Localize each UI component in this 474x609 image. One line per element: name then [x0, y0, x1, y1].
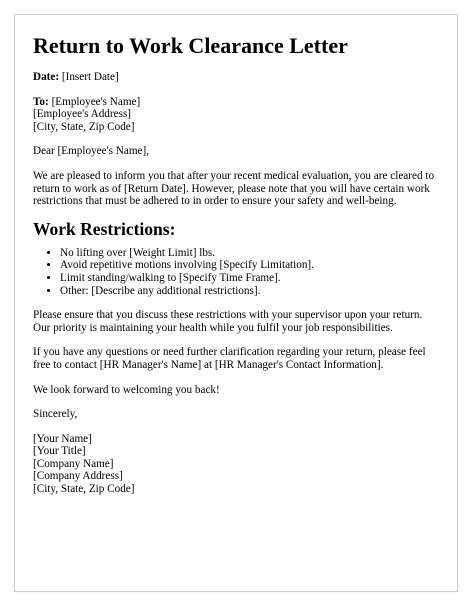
- restrictions-list: [33, 247, 445, 297]
- recipient-block: [33, 96, 445, 134]
- signature-block: [33, 433, 445, 496]
- date-value: [Insert Date]: [61, 71, 119, 83]
- discussion-line: Our priority is maintaining your health while you fulfil your job responsibilities.: [33, 321, 393, 334]
- restriction-item: • Avoid repetitive motions involving [Specify Limitation].: [60, 259, 445, 272]
- recipient-address: [Employee's Address]: [33, 108, 132, 121]
- signature-company: [Company Name]: [33, 457, 114, 470]
- recipient-name-line: [33, 96, 445, 109]
- letter-content: [33, 33, 445, 496]
- salutation: Dear [Employee's Name],: [33, 145, 150, 158]
- signature-city: [City, State, Zip Code]: [33, 483, 135, 496]
- signoff: Sincerely,: [33, 408, 78, 421]
- signature-company-address: [Company Address]: [33, 470, 123, 483]
- recipient-name: [Employee's Name]: [51, 95, 141, 108]
- intro-line: We are pleased to inform you that after your recent medical evaluation, you are cleared to: [33, 169, 435, 182]
- intro-paragraph: [33, 170, 445, 208]
- restriction-item: • No lifting over [Weight Limit] lbs.: [60, 247, 445, 260]
- date-line: [33, 71, 445, 84]
- intro-line: restrictions that must be adhered to in order to ensure your safety and well-being.: [33, 195, 397, 208]
- contact-line: If you have any questions or need further clarification regarding your return, please feel: [33, 346, 426, 359]
- restrictions-heading: Work Restrictions:: [33, 218, 176, 239]
- contact-line: free to contact [HR Manager's Name] at [HR Manager's Contact Information].: [33, 358, 384, 371]
- recipient-label: To:: [33, 95, 49, 108]
- contact-paragraph: [33, 346, 445, 371]
- discussion-paragraph: [33, 309, 445, 334]
- restriction-item: • Limit standing/walking to [Specify Time Frame].: [60, 272, 445, 285]
- letter-title: Return to Work Clearance Letter: [33, 33, 348, 58]
- restriction-item: • Other: [Describe any additional restrictions].: [60, 285, 445, 298]
- recipient-city: [City, State, Zip Code]: [33, 120, 135, 133]
- date-label: Date:: [33, 71, 60, 83]
- discussion-line: Please ensure that you discuss these restrictions with your supervisor upon your return.: [33, 309, 423, 322]
- closing-line: We look forward to welcoming you back!: [33, 383, 220, 396]
- intro-line: return to work as of [Return Date]. However, please note that you will have certain work: [33, 182, 430, 195]
- signature-name: [Your Name]: [33, 432, 92, 445]
- signature-title: [Your Title]: [33, 445, 86, 458]
